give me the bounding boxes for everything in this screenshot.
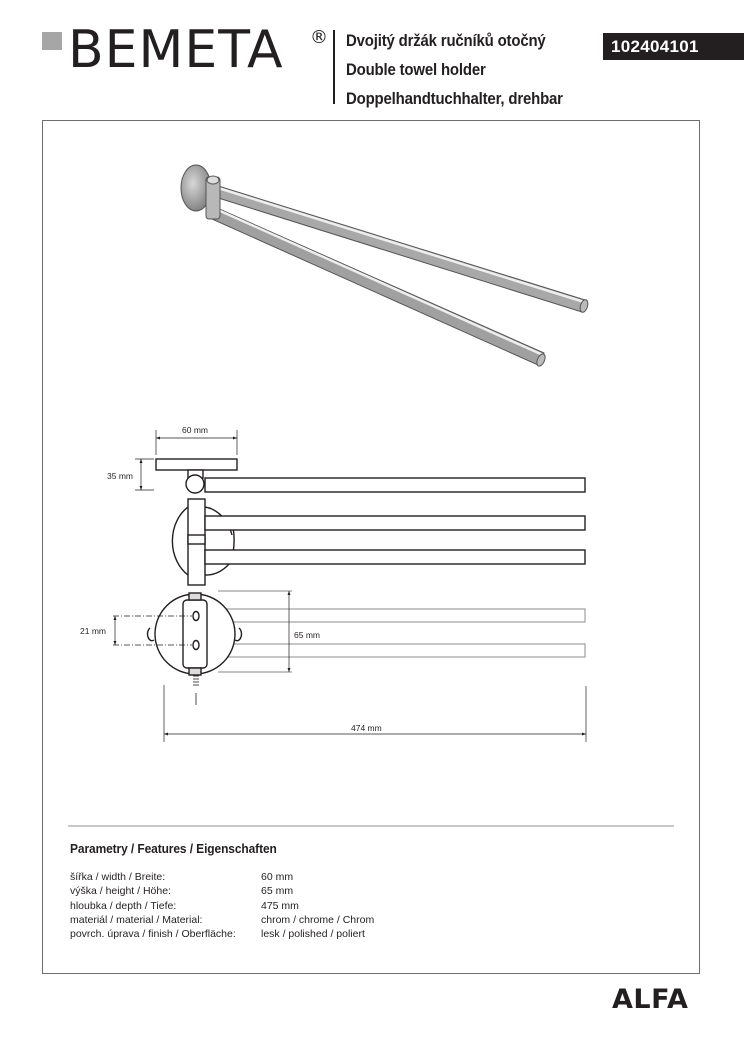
feature-value: 60 mm xyxy=(261,871,294,883)
title-czech: Dvojitý držák ručníků otočný xyxy=(346,31,546,50)
feature-value: lesk / polished / poliert xyxy=(261,928,365,941)
dim-label-21mm: 21 mm xyxy=(80,626,106,636)
feature-label: šířka / width / Breite: xyxy=(70,871,166,883)
header-divider xyxy=(333,30,335,104)
feature-label: výška / height / Höhe: xyxy=(70,885,171,898)
product-code-badge: 102404101 xyxy=(603,33,744,60)
logo-text: BEMETA xyxy=(68,20,284,80)
feature-value: 65 mm xyxy=(261,885,294,898)
lower-rod xyxy=(212,208,547,367)
product-titles xyxy=(346,26,592,113)
title-german: Doppelhandtuchhalter, drehbar xyxy=(346,89,563,108)
series-name: ALFA xyxy=(612,984,689,1015)
product-photo xyxy=(160,130,600,380)
features-title: Parametry / Features / Eigenschaften xyxy=(70,841,277,856)
feature-value: chrom / chrome / Chrom xyxy=(261,913,375,926)
dim-label-35mm: 35 mm xyxy=(107,471,133,481)
dim-label-60mm: 60 mm xyxy=(182,425,208,435)
feature-label: povrch. úprava / finish / Oberfläche: xyxy=(70,928,236,941)
feature-value: 475 mm xyxy=(261,899,299,912)
dim-label-65mm: 65 mm xyxy=(294,630,320,640)
registered-mark: ® xyxy=(310,27,328,48)
feature-label: hloubka / depth / Tiefe: xyxy=(70,899,177,912)
dim-label-474mm: 474 mm xyxy=(351,723,382,733)
section-divider xyxy=(68,825,674,827)
feature-label: materiál / material / Material: xyxy=(70,913,203,926)
wall-mount xyxy=(181,165,220,219)
logo-square-mark xyxy=(42,32,62,50)
title-english: Double towel holder xyxy=(346,60,486,79)
bemeta-logo xyxy=(42,20,328,80)
